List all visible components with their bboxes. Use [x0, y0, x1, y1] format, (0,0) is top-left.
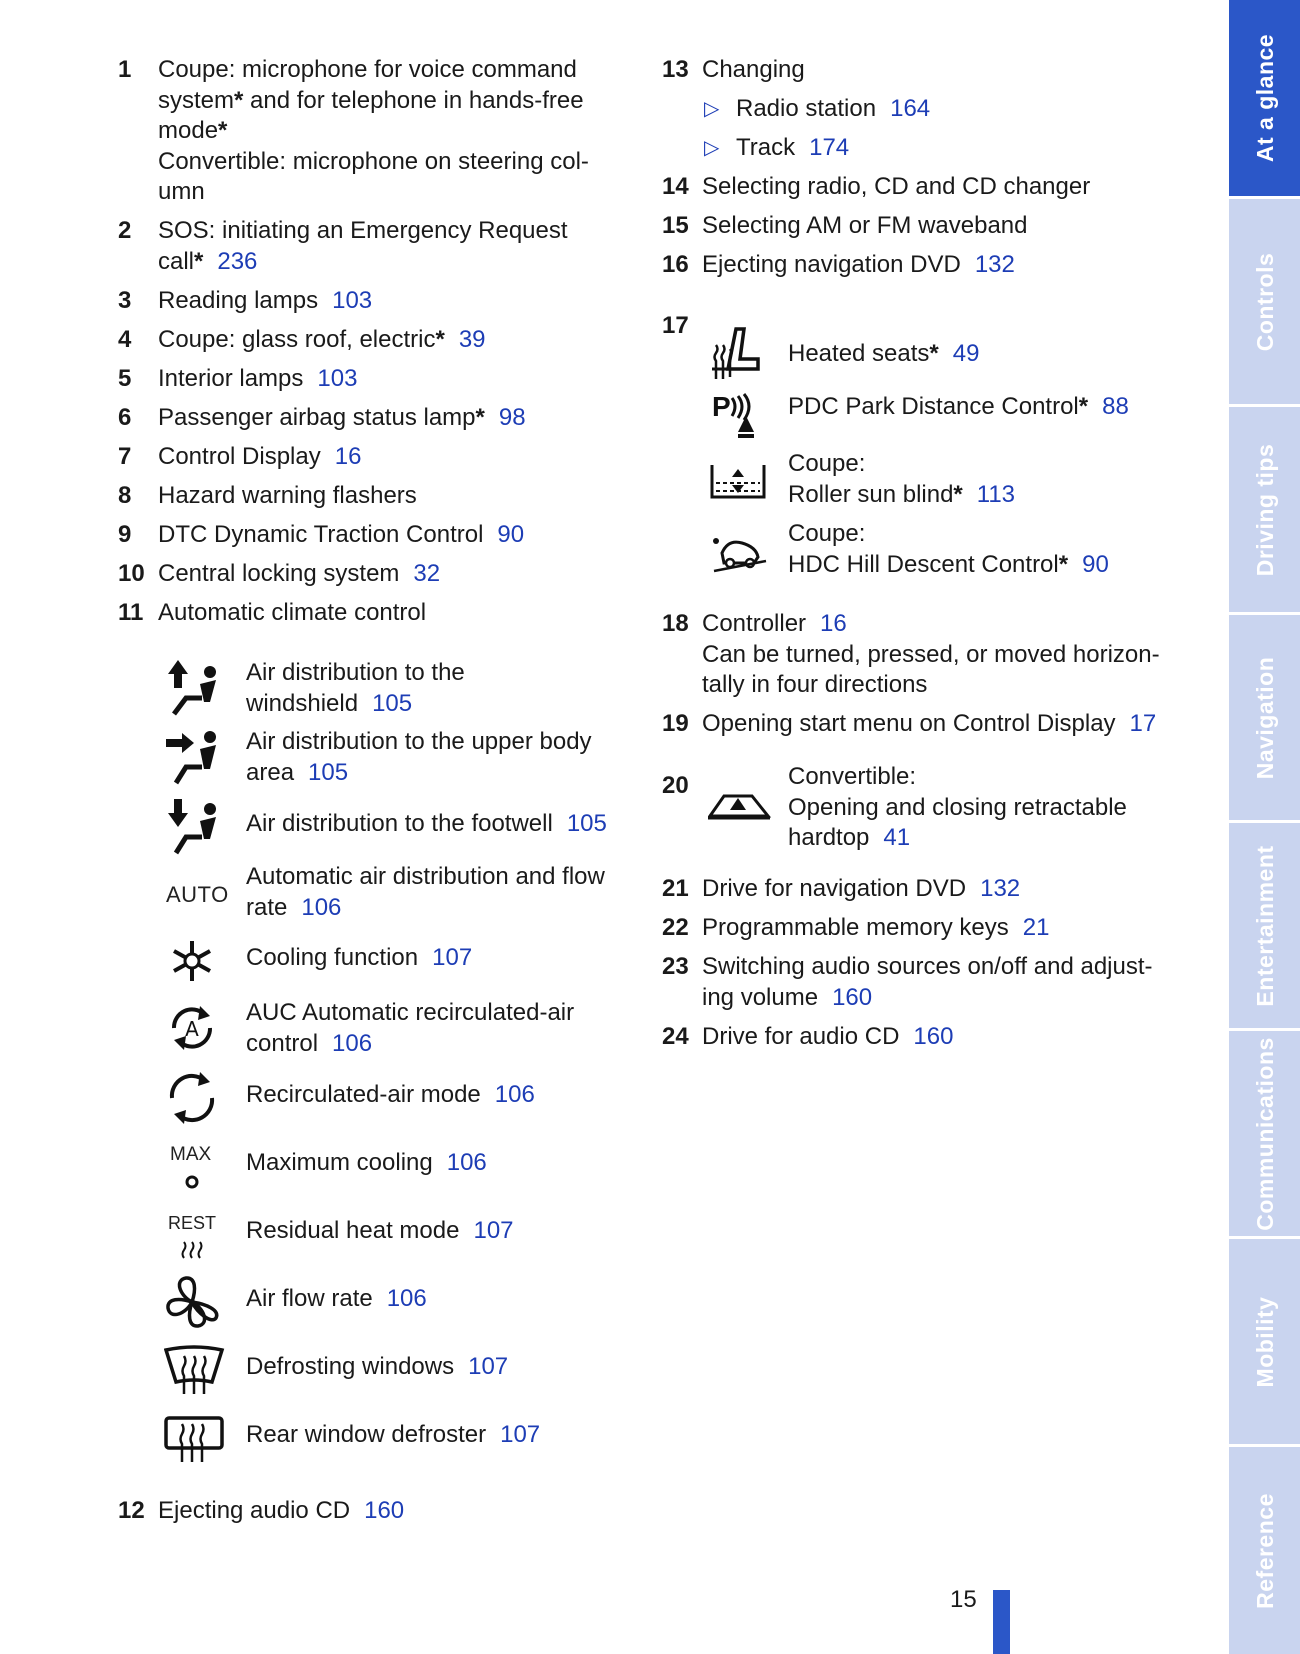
page-ref-link[interactable]: 174: [809, 134, 850, 161]
item-text: Reading lamps: [158, 287, 319, 314]
icon-label: MAX: [170, 1144, 212, 1165]
row-text: HDC Hill Descent Control: [788, 550, 1059, 578]
tab-label: Reference: [1251, 1492, 1278, 1609]
asterisk: *: [218, 117, 228, 144]
item-text: Convertible: microphone on steering col-umn: [158, 147, 589, 205]
page-ref-link[interactable]: 107: [500, 1421, 541, 1448]
tab-at-a-glance[interactable]: [1229, 0, 1300, 199]
item-number: 6: [118, 404, 132, 431]
item-number: 17: [662, 312, 689, 339]
page-ref-link[interactable]: 17: [1129, 710, 1157, 737]
page-ref-link[interactable]: 41: [883, 824, 911, 851]
page-ref-link[interactable]: 105: [308, 758, 349, 786]
item-text: Coupe: microphone for voice command system: [158, 56, 577, 114]
page-ref-link[interactable]: 106: [386, 1285, 427, 1312]
asterisk: *: [1078, 393, 1089, 420]
row-text: Cooling function: [246, 944, 419, 971]
item-number: 12: [118, 1497, 145, 1524]
page-ref-link[interactable]: 105: [566, 810, 607, 837]
row-text: Roller sun blind: [788, 480, 954, 508]
page-ref-link[interactable]: 32: [413, 560, 441, 587]
item-number: 13: [662, 56, 689, 83]
item-number: 24: [662, 1023, 689, 1050]
row-text: Air flow rate: [246, 1285, 373, 1312]
item-number: 18: [662, 610, 689, 637]
row-text: Air distribution to the upper body area: [246, 728, 592, 786]
item-text: Interior lamps: [158, 365, 304, 392]
row-text: Rear window defroster: [246, 1421, 487, 1448]
item-text: Controller: [702, 610, 807, 637]
item-number: 9: [118, 521, 132, 548]
item-number: 20: [662, 772, 689, 799]
page-ref-link[interactable]: 160: [364, 1497, 405, 1524]
rear-defroster-icon: [164, 1408, 228, 1468]
page-ref-link[interactable]: 106: [332, 1029, 373, 1057]
asterisk: *: [435, 326, 445, 353]
page-ref-link[interactable]: 106: [446, 1149, 487, 1176]
item-text: Ejecting navigation DVD: [702, 251, 961, 278]
item-text: Drive for navigation DVD: [702, 875, 967, 902]
row-text: Heated seats: [788, 340, 930, 367]
item-number: 4: [118, 326, 132, 353]
triangle-bullet-icon: ▷: [704, 98, 720, 120]
item-number: 3: [118, 287, 132, 314]
page-ref-link[interactable]: 49: [952, 340, 980, 367]
item-number: 10: [118, 560, 145, 587]
page-ref-link[interactable]: 98: [498, 404, 526, 431]
item-text: Coupe: glass roof, electric: [158, 326, 436, 353]
row-text: Opening and closing retractable hardtop: [788, 793, 1127, 851]
tab-reference[interactable]: [1229, 1447, 1300, 1654]
page-ref-link[interactable]: 106: [494, 1081, 535, 1108]
page-ref-link[interactable]: 106: [301, 893, 342, 921]
item-text: Hazard warning flashers: [158, 482, 417, 509]
page-ref-link[interactable]: 132: [980, 875, 1021, 902]
tab-label: Mobility: [1251, 1296, 1278, 1387]
asterisk: *: [1058, 550, 1069, 578]
triangle-bullet-icon: ▷: [704, 137, 720, 159]
recirculation-icon: [164, 1068, 228, 1128]
item-number: 21: [662, 875, 689, 902]
section-tabs: [1229, 0, 1300, 1654]
icon-label: REST: [168, 1213, 217, 1233]
tab-navigation[interactable]: [1229, 615, 1300, 823]
tab-mobility[interactable]: [1229, 1239, 1300, 1447]
item-text: Passenger airbag status lamp: [158, 404, 476, 431]
item-number: 2: [118, 217, 132, 244]
air-footwell-icon: [164, 797, 228, 857]
item-text: Programmable memory keys: [702, 914, 1009, 941]
item-number: 8: [118, 482, 132, 509]
sub-item-text: Track: [736, 134, 796, 161]
item-number: 22: [662, 914, 689, 941]
page-ref-link[interactable]: 105: [372, 689, 413, 717]
page-ref-link[interactable]: 16: [334, 443, 362, 470]
item-text: Selecting AM or FM waveband: [702, 212, 1028, 239]
page-ref-link[interactable]: 107: [473, 1217, 514, 1244]
tab-label: Driving tips: [1251, 443, 1278, 576]
page-ref-link[interactable]: 90: [1082, 550, 1109, 578]
item-text: Control Display: [158, 443, 321, 470]
item-text: Changing: [702, 56, 805, 83]
item-text: Central locking system: [158, 560, 400, 587]
snowflake-icon: [164, 931, 228, 991]
air-upper-body-icon: [164, 727, 228, 787]
heated-seat-icon: [708, 323, 772, 383]
hardtop-icon: [708, 774, 772, 834]
tab-label: Entertainment: [1251, 844, 1278, 1007]
tab-label: Navigation: [1251, 656, 1278, 779]
row-text: Residual heat mode: [246, 1217, 460, 1244]
sun-blind-icon: [708, 459, 772, 519]
row-label: Convertible:: [788, 763, 917, 790]
item-text: Selecting radio, CD and CD changer: [702, 173, 1091, 200]
row-label: Coupe:: [788, 450, 866, 477]
item-number: 11: [118, 599, 144, 626]
sub-item-text: Radio station: [736, 95, 877, 122]
item-number: 14: [662, 173, 689, 200]
item-number: 7: [118, 443, 132, 470]
item-text: and for telephone in hands-free mode: [158, 86, 584, 144]
page-marker-bar: [993, 1590, 1010, 1654]
page-ref-link[interactable]: 90: [497, 521, 525, 548]
page-ref-link[interactable]: 164: [890, 95, 931, 122]
tab-communications[interactable]: [1229, 1031, 1300, 1239]
hdc-icon: [708, 523, 772, 583]
row-text: AUC Automatic recirculated-air control: [246, 999, 575, 1057]
pdc-icon: P: [708, 392, 772, 452]
tab-label: Communications: [1251, 1036, 1278, 1231]
page-ref-link[interactable]: 21: [1022, 914, 1050, 941]
page-ref-link[interactable]: 236: [217, 247, 258, 275]
item-number: 16: [662, 251, 689, 278]
tab-entertainment[interactable]: [1229, 823, 1300, 1031]
page-ref-link[interactable]: 88: [1102, 393, 1129, 420]
tab-controls[interactable]: [1229, 199, 1300, 407]
tab-label: At a glance: [1251, 33, 1278, 163]
item-number: 5: [118, 365, 132, 392]
row-text: Recirculated-air mode: [246, 1081, 481, 1108]
residual-heat-icon: [164, 1204, 228, 1264]
max-cooling-icon: [164, 1136, 228, 1196]
page-ref-link[interactable]: 113: [976, 480, 1016, 508]
page-ref-link[interactable]: 160: [832, 983, 873, 1011]
air-windshield-icon: [164, 658, 228, 718]
auto-icon: [164, 862, 228, 922]
item-number: 1: [118, 56, 132, 83]
page-ref-link[interactable]: 103: [317, 365, 358, 392]
item-text: Can be turned, pressed, or moved horizon-tally in four directions: [702, 640, 1160, 698]
auc-recirculation-icon: [164, 998, 228, 1058]
item-text: Opening start menu on Control Display: [702, 710, 1116, 737]
item-number: 23: [662, 953, 689, 980]
item-text: Ejecting audio CD: [158, 1497, 351, 1524]
asterisk: *: [194, 247, 204, 275]
icon-label: AUTO: [166, 882, 229, 907]
item-text: DTC Dynamic Traction Control: [158, 521, 484, 548]
row-text: Maximum cooling: [246, 1149, 433, 1176]
row-text: PDC Park Distance Control: [788, 393, 1079, 420]
page-ref-link[interactable]: 39: [458, 326, 486, 353]
page-ref-link[interactable]: 107: [468, 1353, 509, 1380]
row-text: Automatic air distribution and flow rate: [246, 863, 605, 921]
row-label: Coupe:: [788, 520, 866, 547]
asterisk: *: [929, 340, 939, 367]
page-ref-link[interactable]: 160: [913, 1023, 954, 1050]
svg-text:A: A: [185, 1017, 199, 1041]
tab-driving-tips[interactable]: [1229, 407, 1300, 615]
item-text: SOS: initiating an Emergency Request call: [158, 217, 568, 275]
fan-icon: [164, 1272, 228, 1332]
row-text: Defrosting windows: [246, 1353, 455, 1380]
page-ref-link[interactable]: 103: [332, 287, 373, 314]
defrost-windshield-icon: [164, 1340, 228, 1400]
row-text: Air distribution to the windshield: [246, 659, 465, 717]
item-number: 15: [662, 212, 689, 239]
asterisk: *: [234, 86, 244, 114]
item-text: Switching audio sources on/off and adjust-ing volume: [702, 953, 1153, 1011]
page-ref-link[interactable]: 107: [432, 944, 473, 971]
item-text: Drive for audio CD: [702, 1023, 900, 1050]
asterisk: *: [953, 480, 963, 508]
item-number: 19: [662, 710, 689, 737]
asterisk: *: [475, 404, 485, 431]
page-ref-link[interactable]: 132: [974, 251, 1015, 278]
tab-label: Controls: [1251, 252, 1278, 351]
page-ref-link[interactable]: 16: [820, 610, 847, 637]
row-text: Air distribution to the footwell: [246, 810, 553, 837]
item-text: Automatic climate control: [158, 599, 427, 626]
page-number: 15: [950, 1586, 977, 1613]
